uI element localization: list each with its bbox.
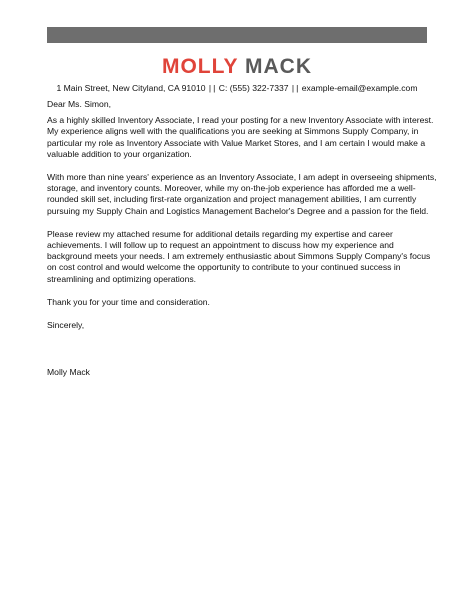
phone: C: (555) 322-7337: [218, 83, 289, 93]
separator: |: [213, 83, 216, 93]
email: example-email@example.com: [301, 83, 418, 93]
letter-body: [47, 99, 437, 378]
separator: |: [291, 83, 295, 93]
salutation: Dear Ms. Simon,: [47, 99, 111, 109]
applicant-name: [0, 54, 474, 80]
contact-line: [0, 83, 474, 94]
last-name: MACK: [245, 55, 313, 78]
first-name: MOLLY: [161, 55, 239, 78]
separator: |: [208, 83, 212, 93]
signoff: Sincerely,: [47, 320, 85, 331]
thank-you-line: Thank you for your time and consideration.: [47, 296, 210, 307]
paragraph-experience: With more than nine years' experience as an Inventory Associate, I am adept in overseeing shipments, storage, and inventory counts. Moreover, while my on-the-job experience has afforded me a well-rounded skill set, including first-rate organization and project management abilities, I am currently pursuing my Supply Chain and Logistics Management Bachelor's Degree and a passion for the field.: [47, 172, 437, 216]
paragraph-intro: As a highly skilled Inventory Associate, I read your posting for a new Inventory Associate with interest. My experience aligns well with the qualifications you are seeking at Simmons Supply Company, in particular my role as Inventory Associate with Value Market Stores, and I am certain I would make a valuable addition to your organization.: [47, 115, 434, 159]
address: 1 Main Street, New Cityland, CA 91010: [56, 83, 206, 93]
header-bar: [47, 27, 427, 43]
paragraph-closing: Please review my attached resume for additional details regarding my expertise and career achievements. I will follow up to request an appointment to discuss how my experience and background meets your needs. I am extremely enthusiastic about Simmons Supply Company's focus on cost control and would welcome the opportunity to contribute to your continued success in streamlining and optimizing operations.: [47, 228, 431, 284]
separator: |: [296, 83, 299, 93]
signature-name: Molly Mack: [47, 367, 90, 378]
